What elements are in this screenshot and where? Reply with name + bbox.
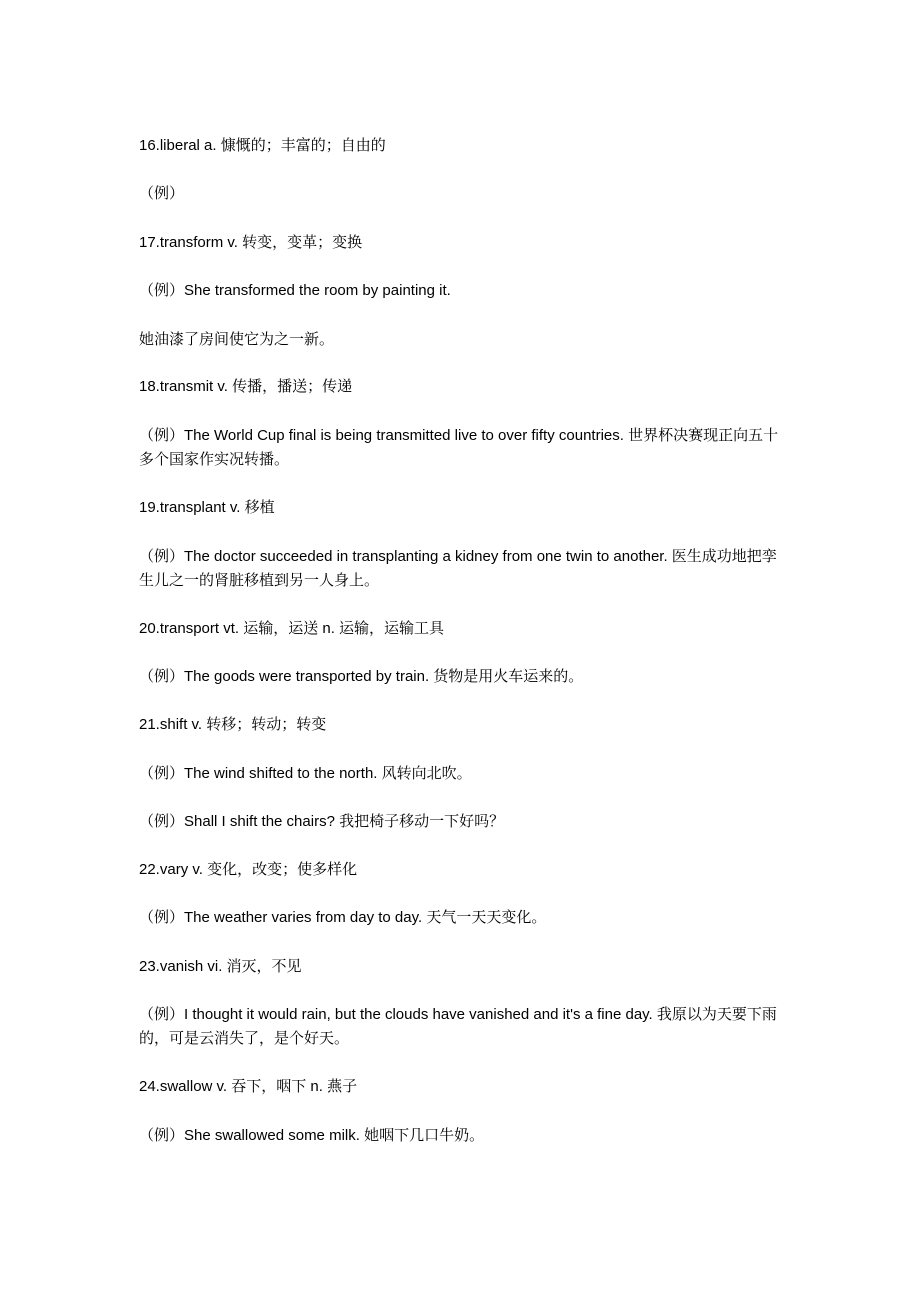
entry-21-example-1: （例）The wind shifted to the north. 风转向北吹。: [139, 765, 472, 782]
entry-18-example: （例）The World Cup final is being transmitted live to over fifty countries. 世界杯决赛现正向五十多个国家作实况转播。: [139, 427, 779, 468]
entry-16-example: （例）: [139, 185, 185, 202]
entry-17-example: （例）She transformed the room by painting it.: [139, 282, 451, 299]
entry-22-example: （例）The weather varies from day to day. 天气一天天变化。: [139, 909, 547, 926]
entry-21-heading: 21.shift v. 转移；转动；转变: [139, 716, 327, 733]
entry-23-example: （例）I thought it would rain, but the clouds have vanished and it's a fine day. 我原以为天要下雨的，可是云消失了，是个好天。: [139, 1006, 777, 1047]
entry-17-heading: 17.transform v. 转变，变革；变换: [139, 234, 363, 251]
entry-24-heading: 24.swallow v. 吞下，咽下 n. 燕子: [139, 1078, 358, 1095]
entry-24-example: （例）She swallowed some milk. 她咽下几口牛奶。: [139, 1127, 485, 1144]
entry-17-translation: 她油漆了房间使它为之一新。: [139, 330, 335, 348]
entry-19-heading: 19.transplant v. 移植: [139, 499, 275, 516]
entry-23-heading: 23.vanish vi. 消灭，不见: [139, 958, 302, 975]
entry-19-example: （例）The doctor succeeded in transplanting a kidney from one twin to another. 医生成功地把孪生儿之一的肾脏移植到另一人身上。: [139, 548, 777, 589]
entry-18-heading: 18.transmit v. 传播，播送；传递: [139, 378, 353, 395]
entry-21-example-2: （例）Shall I shift the chairs? 我把椅子移动一下好吗？: [139, 813, 505, 830]
entry-16-heading: 16.liberal a. 慷慨的；丰富的；自由的: [139, 137, 386, 154]
entry-20-example: （例）The goods were transported by train. 货物是用火车运来的。: [139, 668, 584, 685]
entry-20-heading: 20.transport vt. 运输，运送 n. 运输，运输工具: [139, 620, 445, 637]
entry-22-heading: 22.vary v. 变化，改变；使多样化: [139, 861, 358, 878]
